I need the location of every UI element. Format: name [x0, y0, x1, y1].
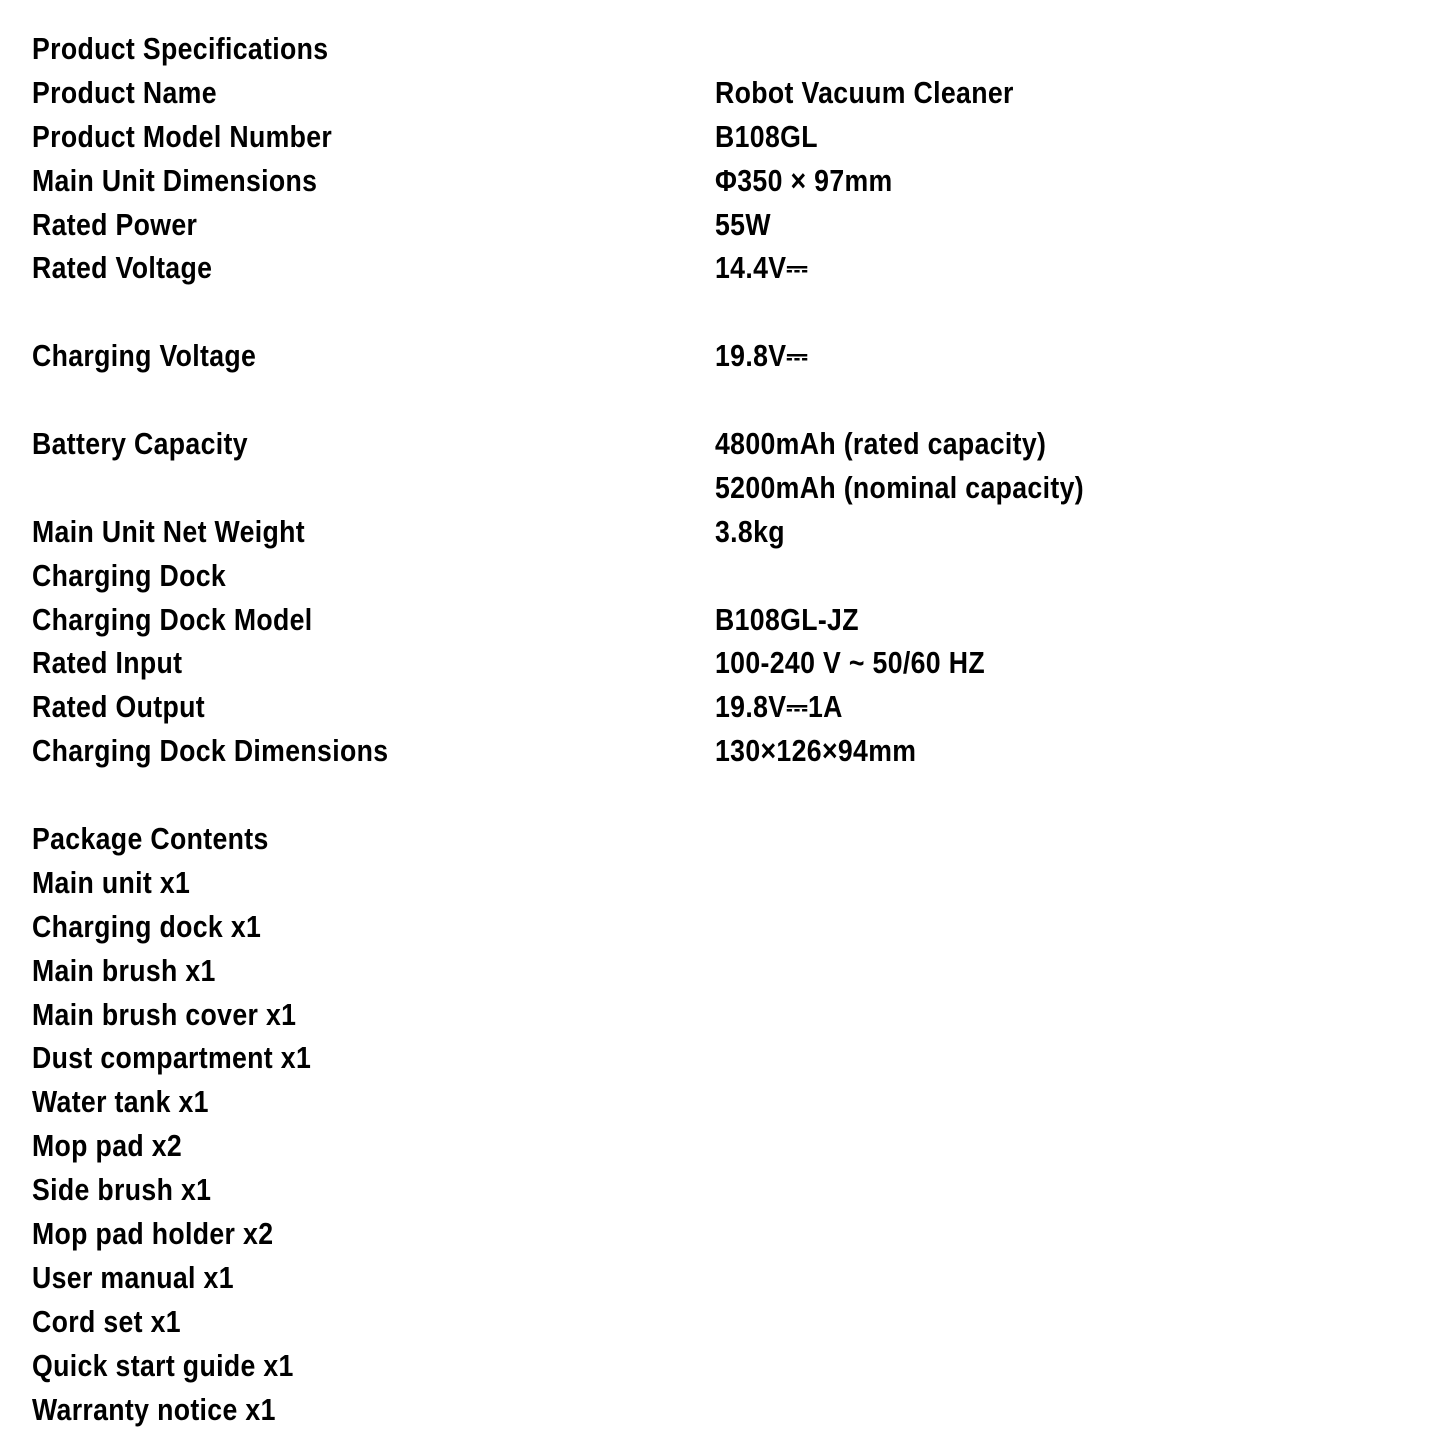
- spec-label: Product Model Number: [32, 118, 333, 154]
- spec-row-rated-power: [32, 203, 1412, 247]
- blank-line: [32, 290, 1412, 334]
- package-item: Main brush x1: [32, 952, 216, 988]
- dock-row-model: [32, 598, 1412, 642]
- spec-label: Rated Output: [32, 689, 205, 725]
- dock-row-dimensions: [32, 729, 1412, 773]
- dock-row-rated-output: [32, 685, 1412, 729]
- dock-heading-row: [32, 554, 1412, 598]
- package-item: Quick start guide x1: [32, 1347, 294, 1383]
- spec-sheet: [32, 27, 1412, 1432]
- blank-line: [32, 378, 1412, 422]
- spec-label: Rated Voltage: [32, 250, 213, 286]
- package-contents-heading: Package Contents: [32, 821, 269, 857]
- package-item: Mop pad x2: [32, 1128, 183, 1164]
- package-item: Side brush x1: [32, 1172, 212, 1208]
- charging-dock-heading: Charging Dock: [32, 557, 227, 593]
- spec-label: Battery Capacity: [32, 426, 248, 462]
- package-item: Cord set x1: [32, 1303, 181, 1339]
- specifications-heading: Product Specifications: [32, 31, 329, 66]
- package-item: User manual x1: [32, 1259, 234, 1295]
- spec-value: 19.8V⎓1A: [715, 689, 843, 725]
- spec-value: Robot Vacuum Cleaner: [715, 74, 1014, 110]
- spec-label: Charging Dock Model: [32, 601, 313, 637]
- spec-value: B108GL-JZ: [715, 601, 859, 637]
- spec-label-empty: [32, 466, 619, 510]
- spec-value: 14.4V⎓: [715, 250, 809, 286]
- spec-heading-row: [32, 27, 1412, 71]
- spec-value: 130×126×94mm: [715, 733, 917, 769]
- spec-row-battery-capacity-nominal: [32, 466, 1412, 510]
- package-item: Dust compartment x1: [32, 1040, 312, 1076]
- spec-label: Main Unit Dimensions: [32, 162, 318, 198]
- spec-value: Φ350 × 97mm: [715, 162, 893, 198]
- spec-label: Product Name: [32, 74, 217, 110]
- spec-value: 19.8V⎓: [715, 338, 809, 374]
- spec-row-net-weight: [32, 510, 1412, 554]
- spec-row-battery-capacity: [32, 422, 1412, 466]
- spec-value: 100-240 V ~ 50/60 HZ: [715, 645, 985, 681]
- spec-row-rated-voltage: [32, 246, 1412, 290]
- spec-value: 3.8kg: [715, 513, 785, 549]
- spec-value: 5200mAh (nominal capacity): [715, 469, 1084, 505]
- spec-value: 4800mAh (rated capacity): [715, 426, 1047, 462]
- spec-row-product-name: [32, 71, 1412, 115]
- spec-value: 55W: [715, 206, 771, 242]
- spec-label: Main Unit Net Weight: [32, 513, 305, 549]
- package-item: Warranty notice x1: [32, 1391, 276, 1427]
- package-item: Main unit x1: [32, 864, 191, 900]
- spec-row-charging-voltage: [32, 334, 1412, 378]
- spec-row-main-unit-dimensions: [32, 159, 1412, 203]
- spec-label: Rated Input: [32, 645, 183, 681]
- package-item: Main brush cover x1: [32, 996, 297, 1032]
- spec-label: Rated Power: [32, 206, 198, 242]
- spec-label: Charging Dock Dimensions: [32, 733, 389, 769]
- package-item: Mop pad holder x2: [32, 1216, 274, 1252]
- package-item: Charging dock x1: [32, 908, 262, 944]
- spec-value: B108GL: [715, 118, 818, 154]
- blank-line: [32, 773, 1412, 817]
- package-item: Water tank x1: [32, 1084, 209, 1120]
- spec-row-model-number: [32, 115, 1412, 159]
- spec-label: Charging Voltage: [32, 338, 257, 374]
- dock-row-rated-input: [32, 641, 1412, 685]
